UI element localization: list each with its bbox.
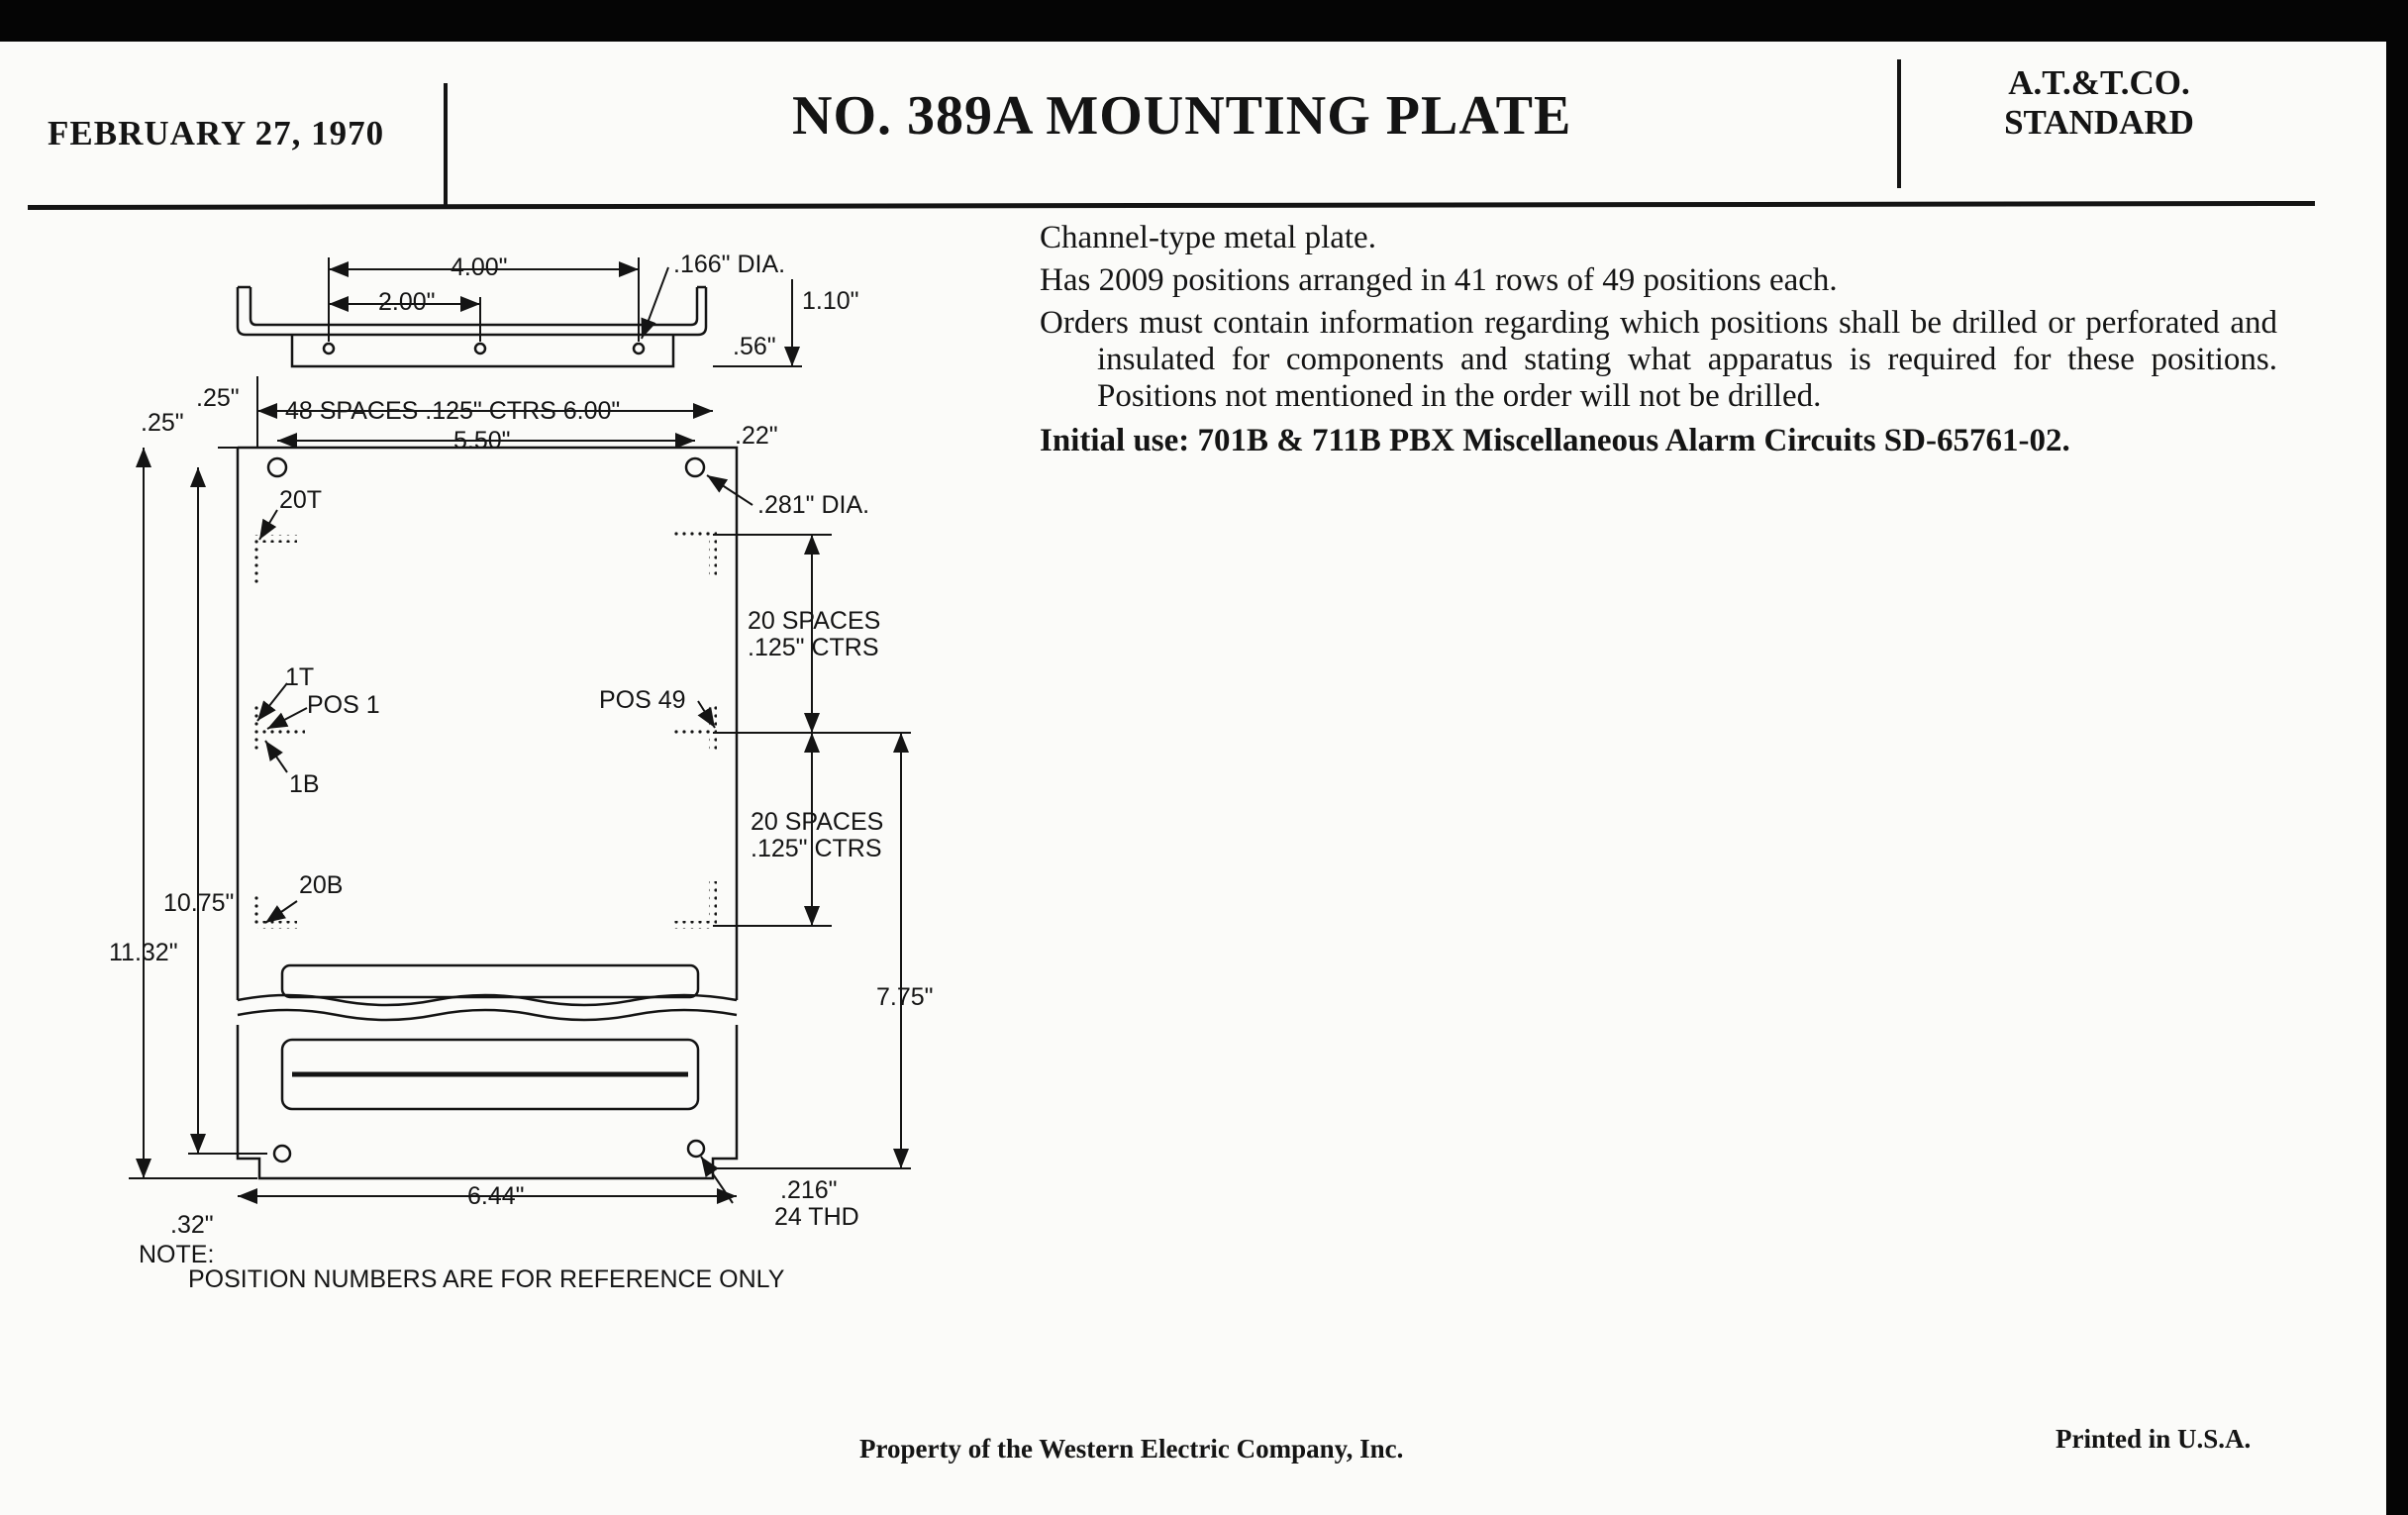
issue-date: FEBRUARY 27, 1970 — [48, 114, 385, 152]
description-line-2: Has 2009 positions arranged in 41 rows of 49 positions each. — [1040, 262, 1838, 298]
label-1-10: 1.10" — [802, 287, 859, 315]
mounting-hole-top-right — [686, 458, 704, 476]
header-divider-left — [444, 83, 448, 206]
leader-281-dia — [707, 475, 752, 505]
label-20b: 20B — [299, 871, 344, 899]
leader-166-dia — [642, 267, 668, 339]
label-166-dia: .166" DIA. — [673, 251, 786, 278]
label-7-75: 7.75" — [876, 983, 934, 1011]
label-2-00: 2.00" — [378, 288, 436, 316]
header-divider-right — [1897, 59, 1901, 188]
plate-lower — [238, 1025, 737, 1178]
label-1t: 1T — [285, 663, 315, 691]
footer-printed: Printed in U.S.A. — [2056, 1424, 2252, 1454]
label-281-dia: .281" DIA. — [757, 491, 870, 519]
mounting-hole-top-left — [268, 458, 286, 476]
leader-1t — [257, 683, 287, 721]
standard-line-1: A.T.&T.CO. — [2008, 63, 2190, 102]
label-25-b: .25" — [141, 409, 184, 437]
channel-hole-right — [634, 344, 644, 354]
mounting-hole-bottom-left — [274, 1146, 290, 1162]
description-orders: Orders must contain information regarding which positions shall be drilled or perforated and insulated for components and stating what apparatus is required for these positions. Positions not mentioned in the order will not be drilled. — [1040, 305, 2277, 414]
plate-upper — [238, 448, 737, 1000]
description-line-1: Channel-type metal plate. — [1040, 220, 1376, 255]
label-20-spaces-2a: 20 SPACES — [751, 808, 884, 836]
standard-line-2: STANDARD — [2004, 103, 2194, 142]
description-initial-use: Initial use: 701B & 711B PBX Miscellaneous Alarm Circuits SD-65761-02. — [1040, 423, 2070, 458]
label-4-00: 4.00" — [451, 253, 508, 281]
mounting-hole-bottom-right — [688, 1141, 704, 1157]
mounting-plate-drawing — [109, 238, 1010, 1327]
label-20-spaces-1a: 20 SPACES — [748, 607, 881, 635]
label-56: .56" — [733, 333, 776, 360]
drawing-labels — [109, 251, 934, 1293]
label-pos-49: POS 49 — [599, 686, 686, 714]
leader-1b — [265, 741, 287, 772]
note-label: NOTE: — [139, 1241, 215, 1268]
label-pos-1: POS 1 — [307, 691, 380, 719]
channel-slot-upper — [282, 965, 698, 997]
footer-property: Property of the Western Electric Company, Inc. — [859, 1434, 1404, 1464]
label-11-32: 11.32" — [109, 939, 178, 966]
note-text: POSITION NUMBERS ARE FOR REFERENCE ONLY — [188, 1265, 785, 1293]
label-5-50: 5.50" — [453, 427, 511, 454]
label-20-spaces-1b: .125" CTRS — [748, 634, 879, 661]
channel-hole-mid — [475, 344, 485, 354]
label-25-a: .25" — [196, 384, 240, 412]
channel-hole-left — [324, 344, 334, 354]
label-24-thd: 24 THD — [774, 1203, 859, 1231]
channel-section — [238, 287, 706, 366]
leader-20b — [265, 901, 297, 923]
label-10-75: 10.75" — [163, 889, 235, 917]
page-title: NO. 389A MOUNTING PLATE — [792, 85, 1572, 147]
leader-pos-1 — [267, 708, 307, 729]
label-216: .216" — [780, 1176, 838, 1204]
standard-block — [1980, 63, 2218, 143]
scan-border-right — [2386, 0, 2408, 1515]
position-dots — [253, 530, 717, 929]
scan-border-top — [0, 0, 2408, 42]
label-20-spaces-2b: .125" CTRS — [751, 835, 882, 862]
label-48-spaces: 48 SPACES .125" CTRS 6.00" — [285, 397, 621, 425]
label-1b: 1B — [289, 770, 320, 798]
label-32: .32" — [170, 1211, 214, 1239]
label-6-44: 6.44" — [467, 1182, 525, 1210]
description-block — [1040, 220, 2277, 465]
plate-break-bottom — [238, 1010, 737, 1020]
label-20t: 20T — [279, 486, 323, 514]
label-22: .22" — [735, 422, 778, 450]
